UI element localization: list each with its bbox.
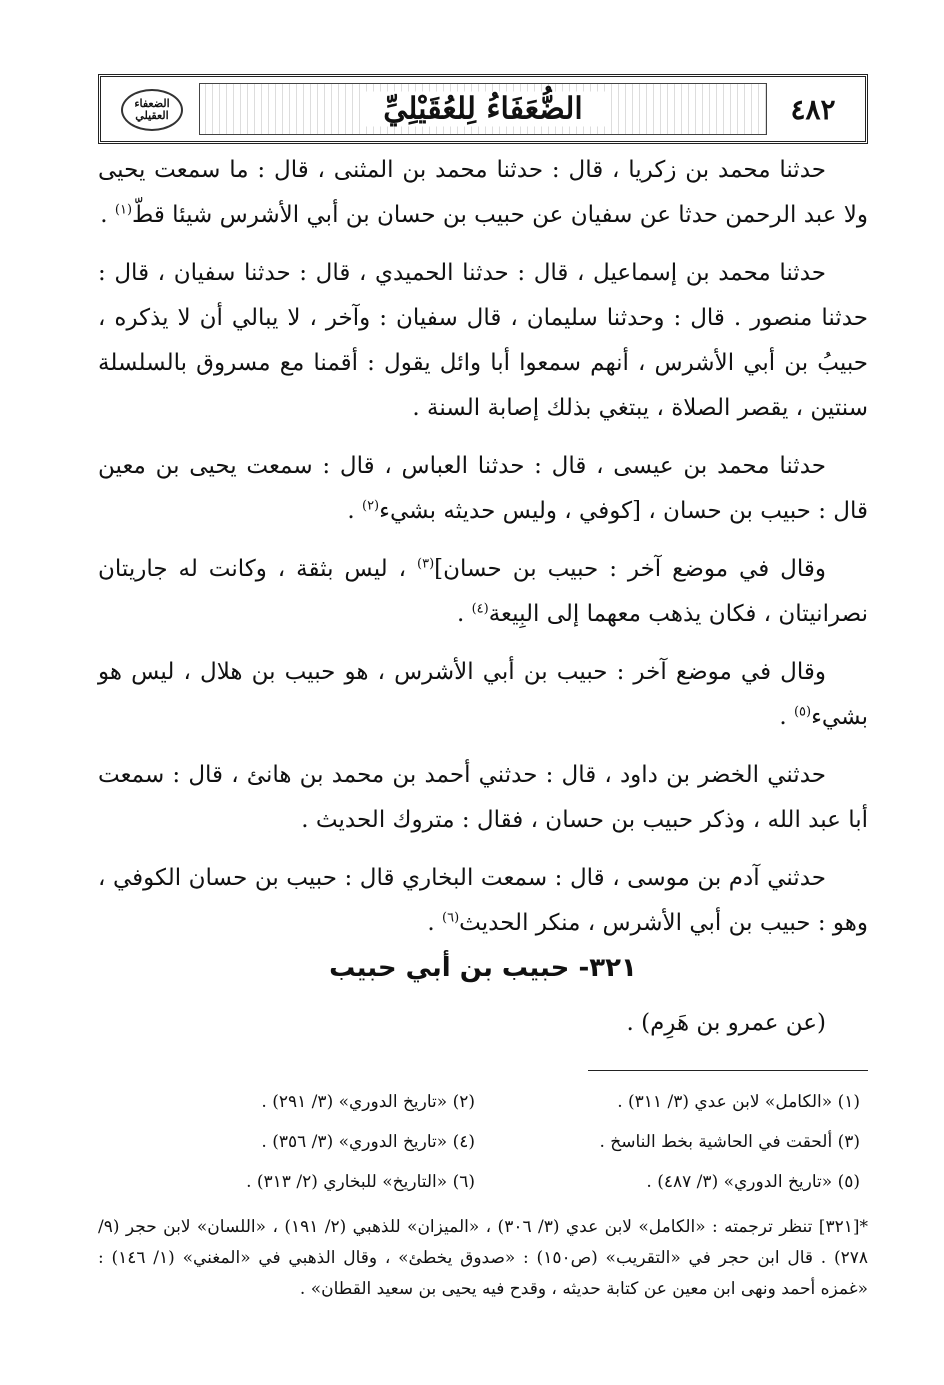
paragraph xyxy=(98,148,868,238)
footnote-row xyxy=(98,1122,868,1162)
paragraph xyxy=(98,650,868,740)
paragraph-tail: . xyxy=(456,601,472,627)
paragraph-text: حدثنا محمد بن عيسى ، قال : حدثنا العباس ، قال : سمعت يحيى بن معين قال : حبيب بن حسان ، [كوفي ، وليس حديثه بشيء xyxy=(98,453,868,524)
footnote: (٢) «تاريخ الدوري» (٣/ ٢٩١) . xyxy=(261,1092,475,1112)
medallion-text: الضعفاء العقيلي xyxy=(134,97,170,122)
main-text xyxy=(98,148,868,959)
paragraph-tail: ، ليس بثقة ، وكانت له جاريتان نصرانيتان ، فكان يذهب معهما إلى البِيعة xyxy=(98,556,868,627)
paragraph-tail: . xyxy=(427,910,443,936)
footnote-ref: (٦) xyxy=(442,910,460,926)
footnote: (١) «الكامل» لابن عدي (٣/ ٣١١) . xyxy=(617,1092,860,1112)
header-medallion xyxy=(107,83,200,135)
footnote-ref: (١) xyxy=(114,202,133,218)
footnote-row xyxy=(98,1162,868,1202)
page-number: ٤٨٢ xyxy=(766,83,859,135)
footnote-ref: (٤) xyxy=(471,601,489,617)
entry-note: (عن عمرو بن هَرِم) . xyxy=(626,1010,826,1036)
footnotes xyxy=(98,1082,868,1202)
translation-note: *[٣٢١] تنظر ترجمته : «الكامل» لابن عدي (٣/ ٣٠٦) ، «الميزان» للذهبي (٢/ ١٩١) ، «اللسان» لابن حجر (٩/ ٢٧٨) . قال ابن حجر في «التقريب» (ص١٥٠) : «صدوق يخطئ» ، وقال الذهبي في «المغني» (١/ ١٤٦) : «غمزه أحمد ونهى ابن معين عن كتابة حديثه ، وقدح فيه يحيى بن سعيد القطان» . xyxy=(98,1217,869,1299)
medallion-icon xyxy=(121,89,183,131)
paragraph xyxy=(98,251,868,431)
footnote-divider xyxy=(588,1070,868,1071)
footnote-ref: (٢) xyxy=(361,498,380,514)
paragraph xyxy=(98,856,868,946)
footnote-ref: (٣) xyxy=(417,556,435,572)
book-title: الضُّعَفَاءُ لِلعُقَيْلِيِّ xyxy=(361,92,605,127)
footnote: (٥) «تاريخ الدوري» (٣/ ٤٨٧) . xyxy=(646,1172,860,1192)
footnote: (٦) «التاريخ» للبخاري (٢/ ٣١٣) . xyxy=(246,1172,475,1192)
paragraph-tail: . xyxy=(100,202,115,228)
page-header xyxy=(98,74,868,144)
footnote-ref: (٥) xyxy=(793,704,812,720)
entry-heading: ٣٢١- حبيب بن أبي حبيب xyxy=(329,953,637,983)
footnote: (٤) «تاريخ الدوري» (٣/ ٣٥٦) . xyxy=(261,1132,475,1152)
footnote: (٣) ألحقت في الحاشية بخط الناسخ . xyxy=(599,1132,860,1152)
paragraph-text: حدثنا محمد بن إسماعيل ، قال : حدثنا الحميدي ، قال : حدثنا سفيان ، قال : حدثنا منصور . قال : وحدثنا سليمان ، قال سفيان : وآخر ، لا يبالي أن لا يذكره ، حبيبُ بن أبي الأشرس ، أنهم سمعوا أبا وائل يقول : أقمنا مع مسروق بالسلسلة سنتين ، يقصر الصلاة ، يبتغي بذلك إصابة السنة . xyxy=(98,260,868,421)
paragraph-text: حدثنا محمد بن زكريا ، قال : حدثنا محمد بن المثنى ، قال : ما سمعت يحيى ولا عبد الرحمن حدثا عن سفيان عن حبيب بن حسان بن أبي الأشرس شيئا قطّ xyxy=(98,157,868,228)
paragraph xyxy=(98,444,868,534)
paragraph-text: حدثني الخضر بن داود ، قال : حدثني أحمد بن محمد بن هانئ ، قال : سمعت أبا عبد الله ، وذكر حبيب بن حسان ، فقال : متروك الحديث . xyxy=(98,762,868,833)
paragraph-text: وقال في موضع آخر : حبيب بن حسان] xyxy=(434,556,826,582)
footnote-row xyxy=(98,1082,868,1122)
paragraph xyxy=(98,753,868,843)
paragraph-tail: . xyxy=(779,704,794,730)
paragraph xyxy=(98,547,868,637)
paragraph-text: وقال في موضع آخر : حبيب بن أبي الأشرس ، هو حبيب بن هلال ، ليس هو بشيء xyxy=(98,659,868,730)
paragraph-tail: . xyxy=(347,498,362,524)
paragraph-text: حدثني آدم بن موسى ، قال : سمعت البخاري قال : حبيب بن حسان الكوفي ، وهو : حبيب بن أبي الأشرس ، منكر الحديث xyxy=(98,865,868,936)
